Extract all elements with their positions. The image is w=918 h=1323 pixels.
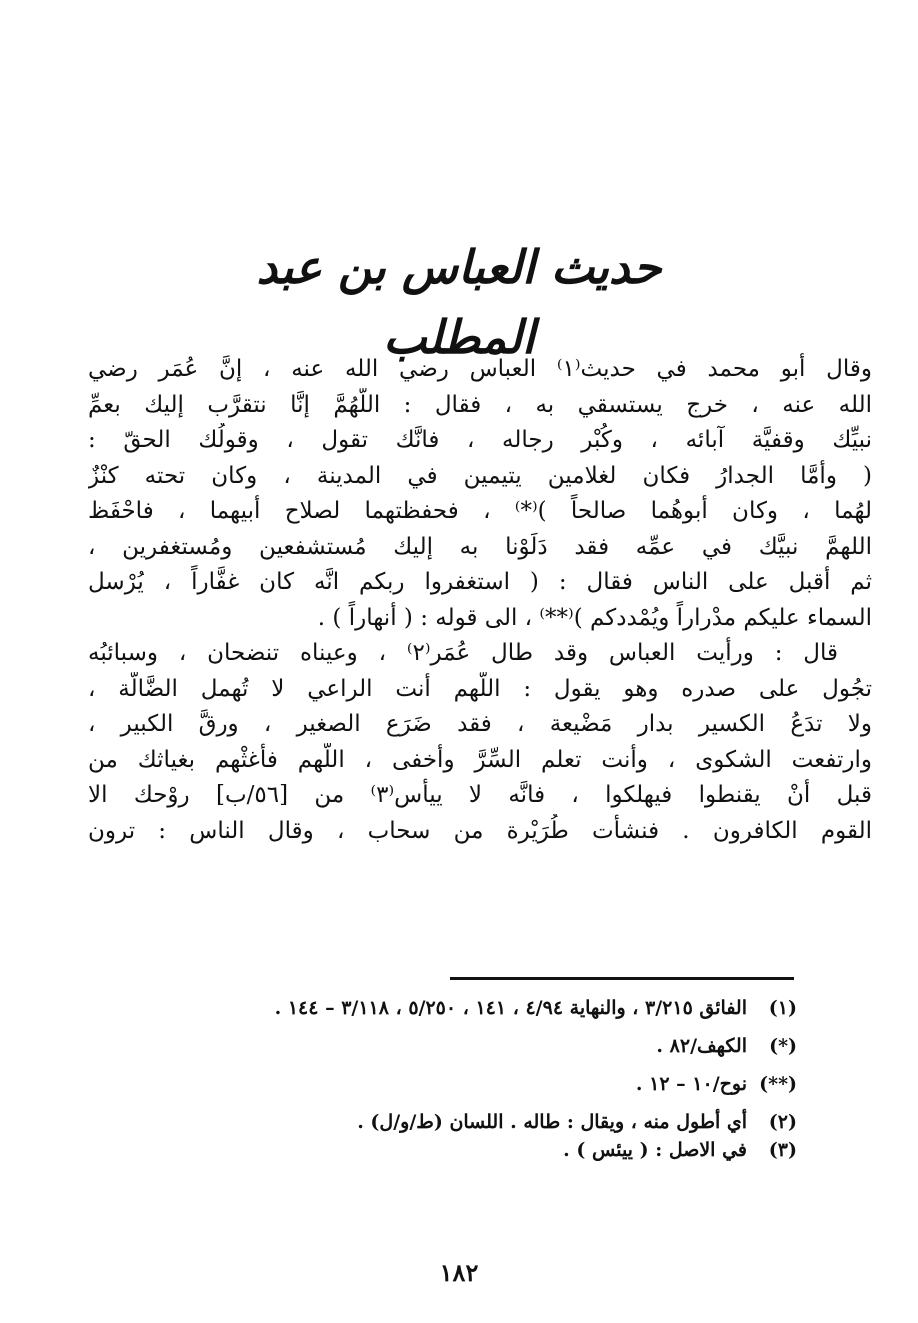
- footnote-text: نوح/١٠ – ١٢ .: [635, 1073, 747, 1095]
- footnote-separator: [450, 977, 794, 980]
- text-line: الله عنه ، خرج يستسقي به ، فقال : اللَّهُمَّ إنَّا نتقرَّب إليك بعمِّ: [88, 391, 872, 418]
- footnote: [140, 1108, 797, 1136]
- text-line: وقال أبو محمد في حديث⁽١⁾ العباس رضي الله عنه ، إنَّ عُمَر رضي: [88, 356, 872, 382]
- footnote-marker: (**): [759, 1073, 797, 1095]
- main-text: [88, 352, 872, 849]
- text-line: السماء عليكم مدْراراً ويُمْددكم )⁽**⁾ ، الى قوله : ( أنهاراً ) .: [317, 604, 872, 631]
- text-line: نبيِّك وقفيَّة آبائه ، وكُبْر رجاله ، فانَّك تقول ، وقولُك الحقّ :: [88, 427, 872, 453]
- text-line: اللهمَّ نبيَّك في عمِّه فقد دَلَوْنا به إليك مُستشفعين ومُستغفرين ،: [88, 533, 872, 560]
- footnote: [140, 994, 797, 1022]
- footnotes: [140, 994, 797, 1174]
- footnote-marker: (٢): [768, 1111, 797, 1133]
- footnote: [140, 1032, 797, 1060]
- text-line: لهُما ، وكان أبوهُما صالحاً )⁽*⁾ ، فحفظتهما لصلاح أبيهما ، فاحْفَظ: [88, 498, 872, 524]
- footnote-text: أي أطول منه ، ويقال : طاله . اللسان (ط/و/ل) .: [357, 1111, 747, 1133]
- text-line: قال : ورأيت العباس وقد طال عُمَر⁽٢⁾ ، وعيناه تنضحان ، وسبائبُه: [88, 640, 838, 666]
- text-line: قبل أنْ يقنطوا فيهلكوا ، فانَّه لا ييأس⁽٣⁾ من [٥٦/ب] روْحك الا: [88, 782, 872, 808]
- footnote-text: الفائق ٣/٢١٥ ، والنهاية ٤/٩٤ ، ١٤١ ، ٥/٢٥٠ ، ٣/١١٨ – ١٤٤ .: [274, 997, 747, 1019]
- text-line: القوم الكافرون . فنشأت طُرَيْرة من سحاب ، وقال الناس : ترون: [88, 817, 872, 844]
- footnote-marker: (٣): [768, 1139, 797, 1161]
- page-number: ١٨٢: [439, 1258, 479, 1287]
- chapter-title: حديث العباس بن عبد المطلب: [256, 240, 662, 364]
- text-line: ولا تدَعُ الكسير بدار مَضْيعة ، فقد ضَرَع الصغير ، ورقَّ الكبير ،: [88, 711, 872, 737]
- text-line: وارتفعت الشكوى ، وأنت تعلم السِّرَّ وأخفى ، اللَّهم فأغثْهم بغياثك من: [88, 746, 872, 773]
- footnote-text: الكهف/٨٢ .: [656, 1035, 747, 1057]
- footnote-text: في الاصل : ( ييئس ) .: [563, 1139, 747, 1161]
- text-line: ( وأمَّا الجدارُ فكان لغلامين يتيمين في المدينة ، وكان تحته كنْزٌ: [88, 462, 872, 489]
- footnote-marker: (١): [768, 997, 797, 1019]
- footnote: [140, 1136, 797, 1164]
- footnote: [140, 1070, 797, 1098]
- text-line: تجُول على صدره وهو يقول : اللَّهم أنت الراعي لا تُهمل الضَّالَّة ،: [88, 675, 872, 702]
- text-line: ثم أقبل على الناس فقال : ( استغفروا ربكم انَّه كان غفَّاراً ، يُرْسل: [88, 569, 872, 595]
- footnote-marker: (*): [769, 1035, 797, 1057]
